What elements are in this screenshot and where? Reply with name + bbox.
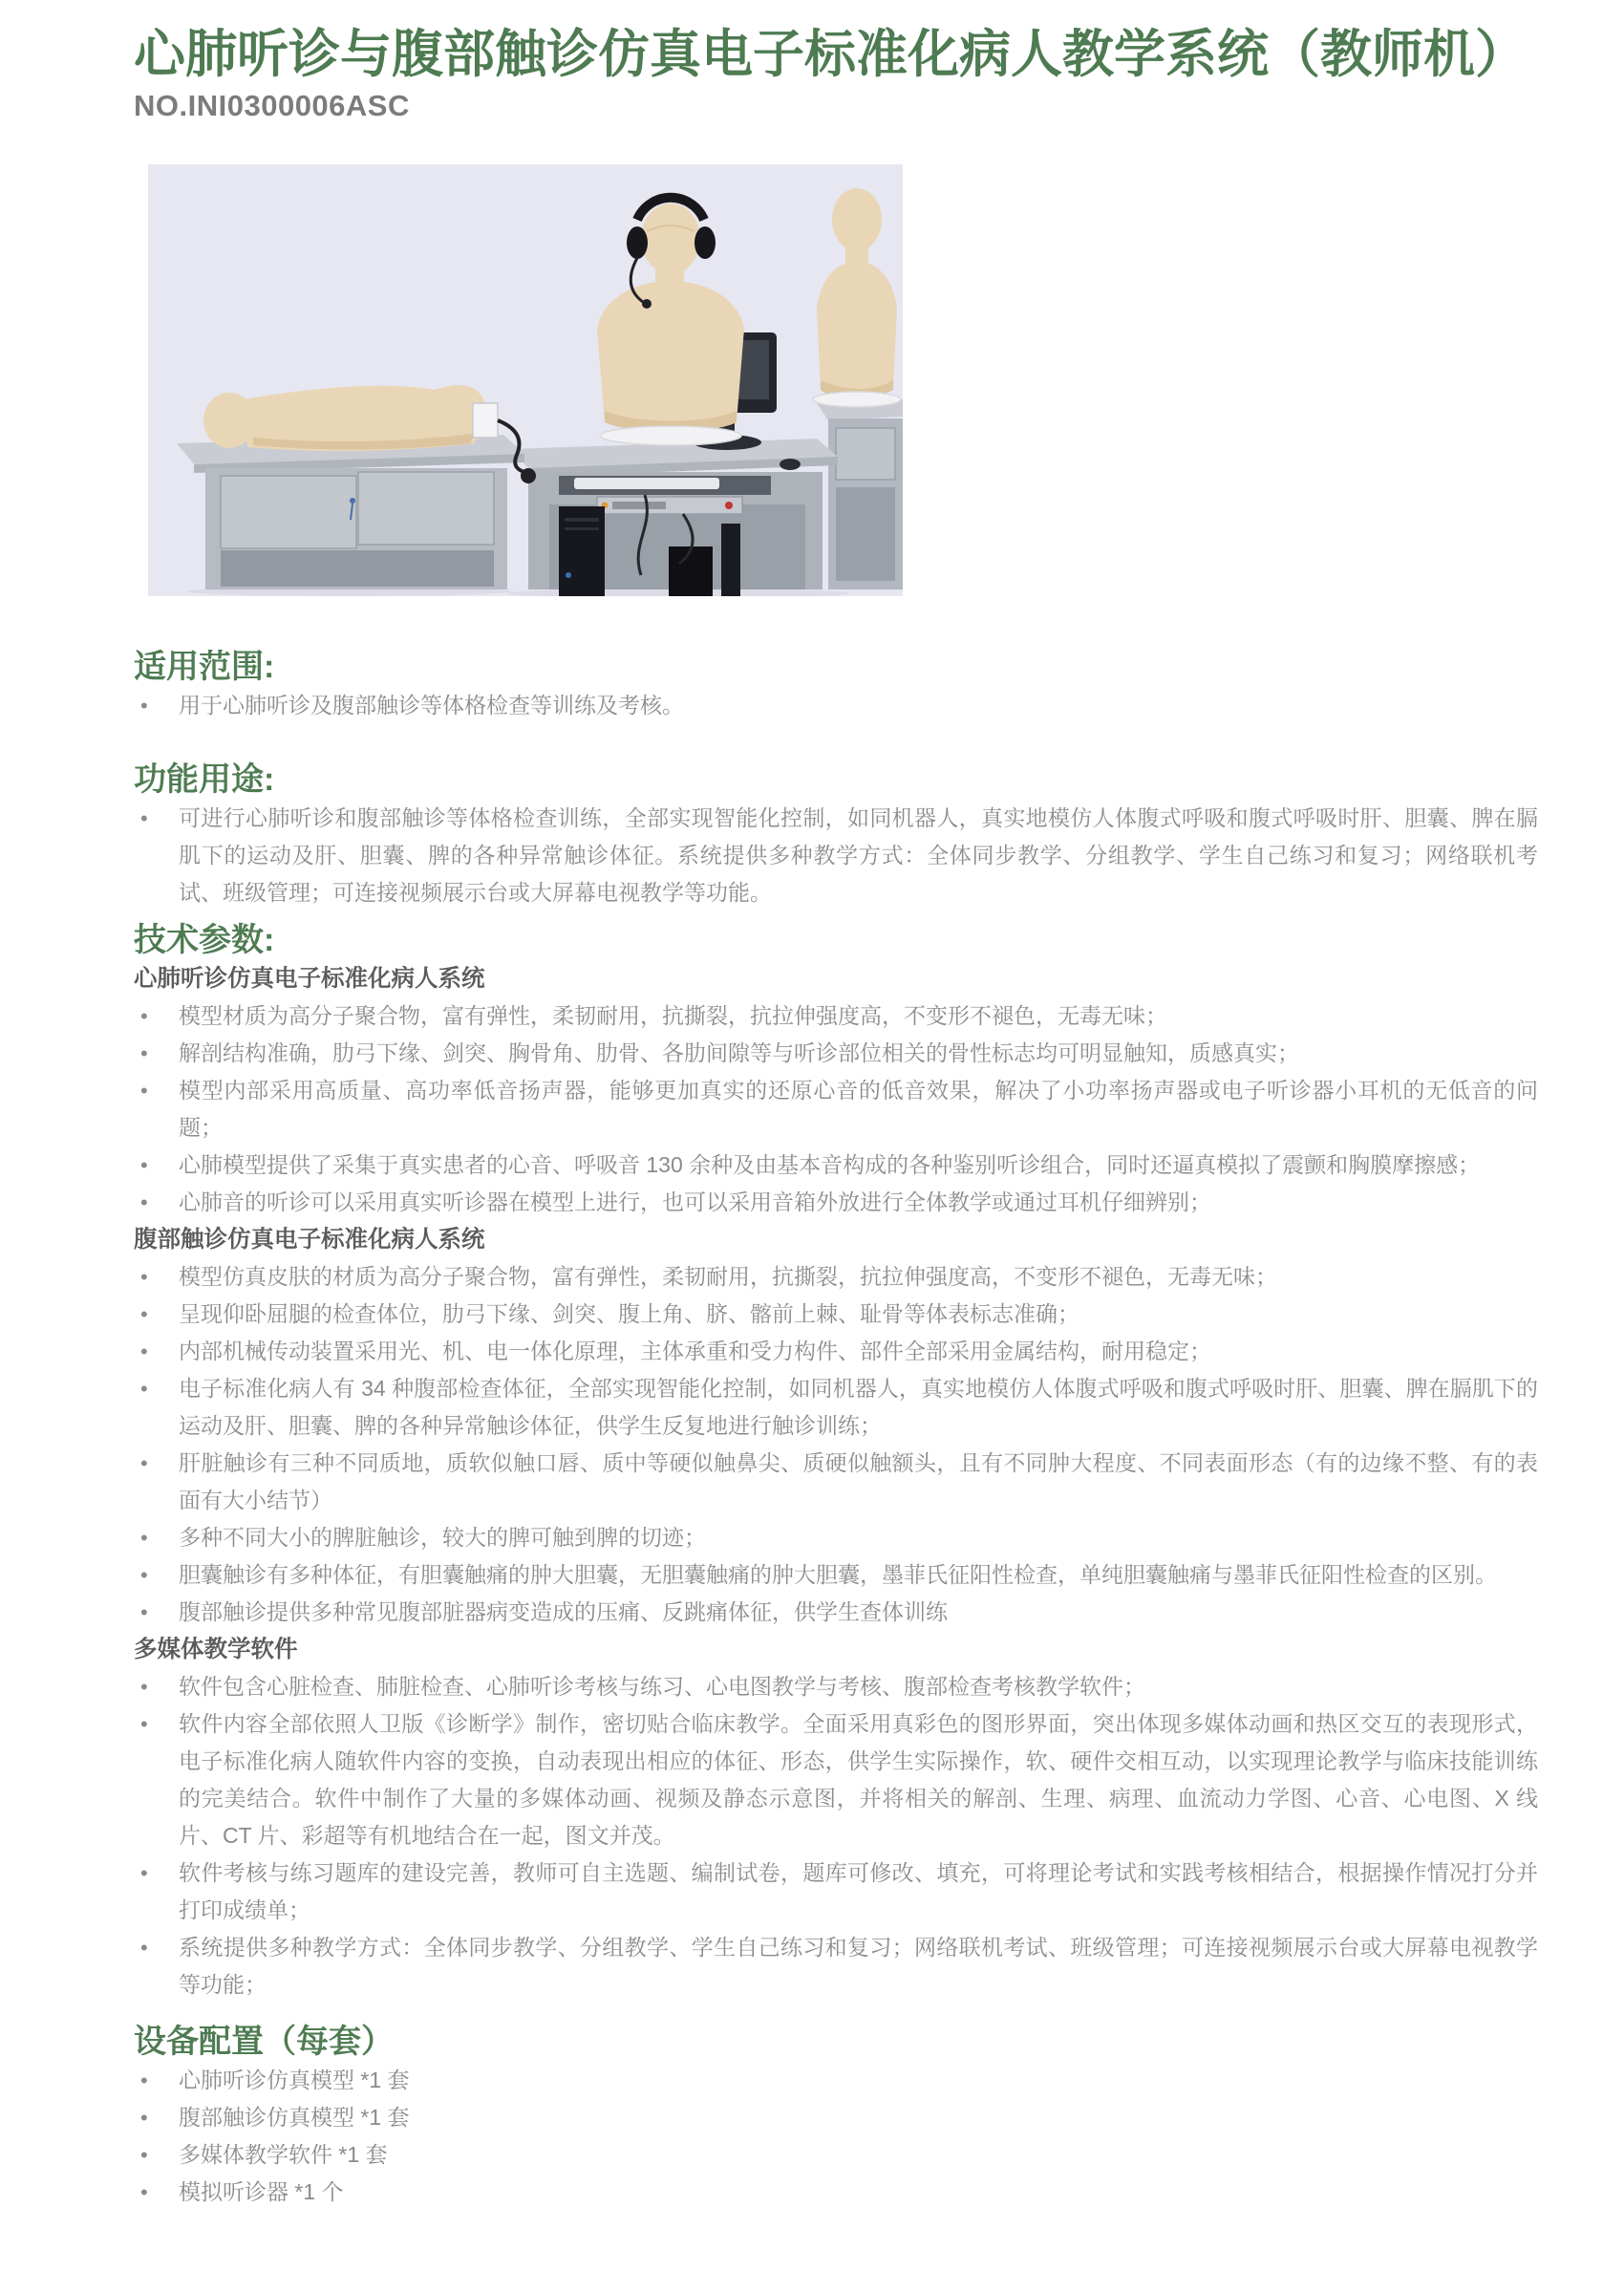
list-item: • 模型材质为高分子聚合物，富有弹性，柔韧耐用，抗撕裂，抗拉伸强度高，不变形不褪色，无毒无味；: [134, 997, 1538, 1035]
section-functions: [134, 761, 1538, 911]
list-item: • 心肺听诊仿真模型 *1 套: [134, 2062, 1538, 2099]
list-item: • 心肺模型提供了采集于真实患者的心音、呼吸音 130 余种及由基本音构成的各种鉴别听诊组合，同时还逼真模拟了震颤和胸膜摩擦感；: [134, 1146, 1538, 1184]
section-scope: [134, 648, 1538, 724]
stethoscope-chestpiece: [521, 468, 536, 483]
section-specs: [134, 921, 1538, 2004]
list-item: • 模型仿真皮肤的材质为高分子聚合物，富有弹性，柔韧耐用，抗撕裂，抗拉伸强度高，不变形不褪色，无毒无味；: [134, 1258, 1538, 1296]
list-item: • 多种不同大小的脾脏触诊，较大的脾可触到脾的切迹；: [134, 1519, 1538, 1556]
mouse: [780, 459, 801, 470]
model-number: NO.INI0300006ASC: [134, 89, 410, 122]
subsection-heading: 心肺听诊仿真电子标准化病人系统: [134, 966, 485, 992]
list-item: • 模型内部采用高质量、高功率低音扬声器，能够更加真实的还原心音的低音效果，解决了小功率扬声器或电子听诊器小耳机的无低音的问题；: [134, 1072, 1538, 1146]
list-item: • 心肺音的听诊可以采用真实听诊器在模型上进行，也可以采用音箱外放进行全体教学或通过耳机仔细辨别；: [134, 1184, 1538, 1221]
subsection-heading: 腹部触诊仿真电子标准化病人系统: [134, 1227, 485, 1253]
black-panel: [721, 524, 740, 596]
cabinet-key: [350, 498, 355, 504]
section-heading: 技术参数:: [134, 922, 275, 958]
right-desk: [817, 399, 903, 589]
list-item: • 软件包含心脏检查、肺脏检查、心肺听诊考核与练习、心电图教学与考核、腹部检查考核教学软件；: [134, 1668, 1538, 1705]
list-item: • 解剖结构准确，肋弓下缘、剑突、胸骨角、肋骨、各肋间隙等与听诊部位相关的骨性标志均可明显触知，质感真实；: [134, 1035, 1538, 1072]
list-item: • 腹部触诊提供多种常见腹部脏器病变造成的压痛、反跳痛体征，供学生查体训练: [134, 1594, 1538, 1631]
list-item: • 肝脏触诊有三种不同质地，质软似触口唇、质中等硬似触鼻尖、质硬似触额头，且有不同肿大程度、不同表面形态（有的边缘不整、有的表面有大小结节）: [134, 1445, 1538, 1519]
list-item: • 腹部触诊仿真模型 *1 套: [134, 2099, 1538, 2136]
section-configuration: [134, 2023, 1538, 2211]
page-title: 心肺听诊与腹部触诊仿真电子标准化病人教学系统（教师机）: [134, 26, 1527, 83]
power-light: [725, 502, 733, 509]
list-item: • 可进行心肺听诊和腹部触诊等体格检查训练，全部实现智能化控制，如同机器人，真实地模仿人体腹式呼吸和腹式呼吸时肝、胆囊、脾在膈肌下的运动及肝、胆囊、脾的各种异常触诊体征。系统提供多种教学方式：全体同步教学、分组教学、学生自己练习和复习；网络联机考试、班级管理；可连接视频展示台或大屏幕电视教学等功能。: [134, 800, 1538, 911]
speaker-box: [669, 546, 713, 596]
list-item: • 用于心肺听诊及腹部触诊等体格检查等训练及考核。: [134, 687, 1538, 724]
connector-box: [473, 403, 498, 438]
section-heading: 设备配置（每套）: [134, 2024, 394, 2060]
keyboard: [574, 478, 719, 489]
left-desk: [177, 435, 524, 589]
list-item: • 内部机械传动装置采用光、机、电一体化原理，主体承重和受力构件、部件全部采用金属结构，耐用稳定；: [134, 1333, 1538, 1370]
bullet-list: [134, 2062, 1538, 2211]
bullet-list: [134, 800, 1538, 911]
cabinet-door: [221, 476, 356, 548]
list-item: • 胆囊触诊有多种体征，有胆囊触痛的肿大胆囊，无胆囊触痛的肿大胆囊，墨菲氏征阳性检查，单纯胆囊触痛与墨菲氏征阳性检查的区别。: [134, 1556, 1538, 1594]
section-heading: 适用范围:: [134, 649, 275, 685]
list-item: • 多媒体教学软件 *1 套: [134, 2136, 1538, 2174]
product-photo: [148, 164, 903, 596]
list-item: • 模拟听诊器 *1 个: [134, 2174, 1538, 2211]
bullet-list: [134, 1668, 1538, 2004]
bullet-list: [134, 687, 1538, 724]
cabinet-door: [358, 472, 494, 545]
product-photo-illustration: [148, 164, 903, 596]
section-heading: 功能用途:: [134, 761, 275, 798]
list-item: • 电子标准化病人有 34 种腹部检查体征，全部实现智能化控制，如同机器人，真实地模仿人体腹式呼吸和腹式呼吸时肝、胆囊、脾在膈肌下的运动及肝、胆囊、脾的各种异常触诊体征，供学生反复地进行触诊训练；: [134, 1370, 1538, 1445]
list-item: • 软件内容全部依照人卫版《诊断学》制作，密切贴合临床教学。全面采用真彩色的图形界面，突出体现多媒体动画和热区交互的表现形式，电子标准化病人随软件内容的变换，自动表现出相应的体征、形态，供学生实际操作，软、硬件交相互动，以实现理论教学与临床技能训练的完美结合。软件中制作了大量的多媒体动画、视频及静态示意图，并将相关的解剖、生理、病理、血流动力学图、心音、心电图、X 线片、CT 片、彩超等有机地结合在一起，图文并茂。: [134, 1705, 1538, 1854]
bullet-list: [134, 997, 1538, 1221]
list-item: • 呈现仰卧屈腿的检查体位，肋弓下缘、剑突、腹上角、脐、髂前上棘、耻骨等体表标志准确；: [134, 1296, 1538, 1333]
subsection-heading: 多媒体教学软件: [134, 1637, 298, 1662]
list-item: • 软件考核与练习题库的建设完善，教师可自主选题、编制试卷，题库可修改、填充，可将理论考试和实践考核相结合，根据操作情况打分并打印成绩单；: [134, 1854, 1538, 1929]
list-item: • 系统提供多种教学方式：全体同步教学、分组教学、学生自己练习和复习；网络联机考试、班级管理；可连接视频展示台或大屏幕电视教学等功能；: [134, 1929, 1538, 2004]
bullet-list: [134, 1258, 1538, 1631]
